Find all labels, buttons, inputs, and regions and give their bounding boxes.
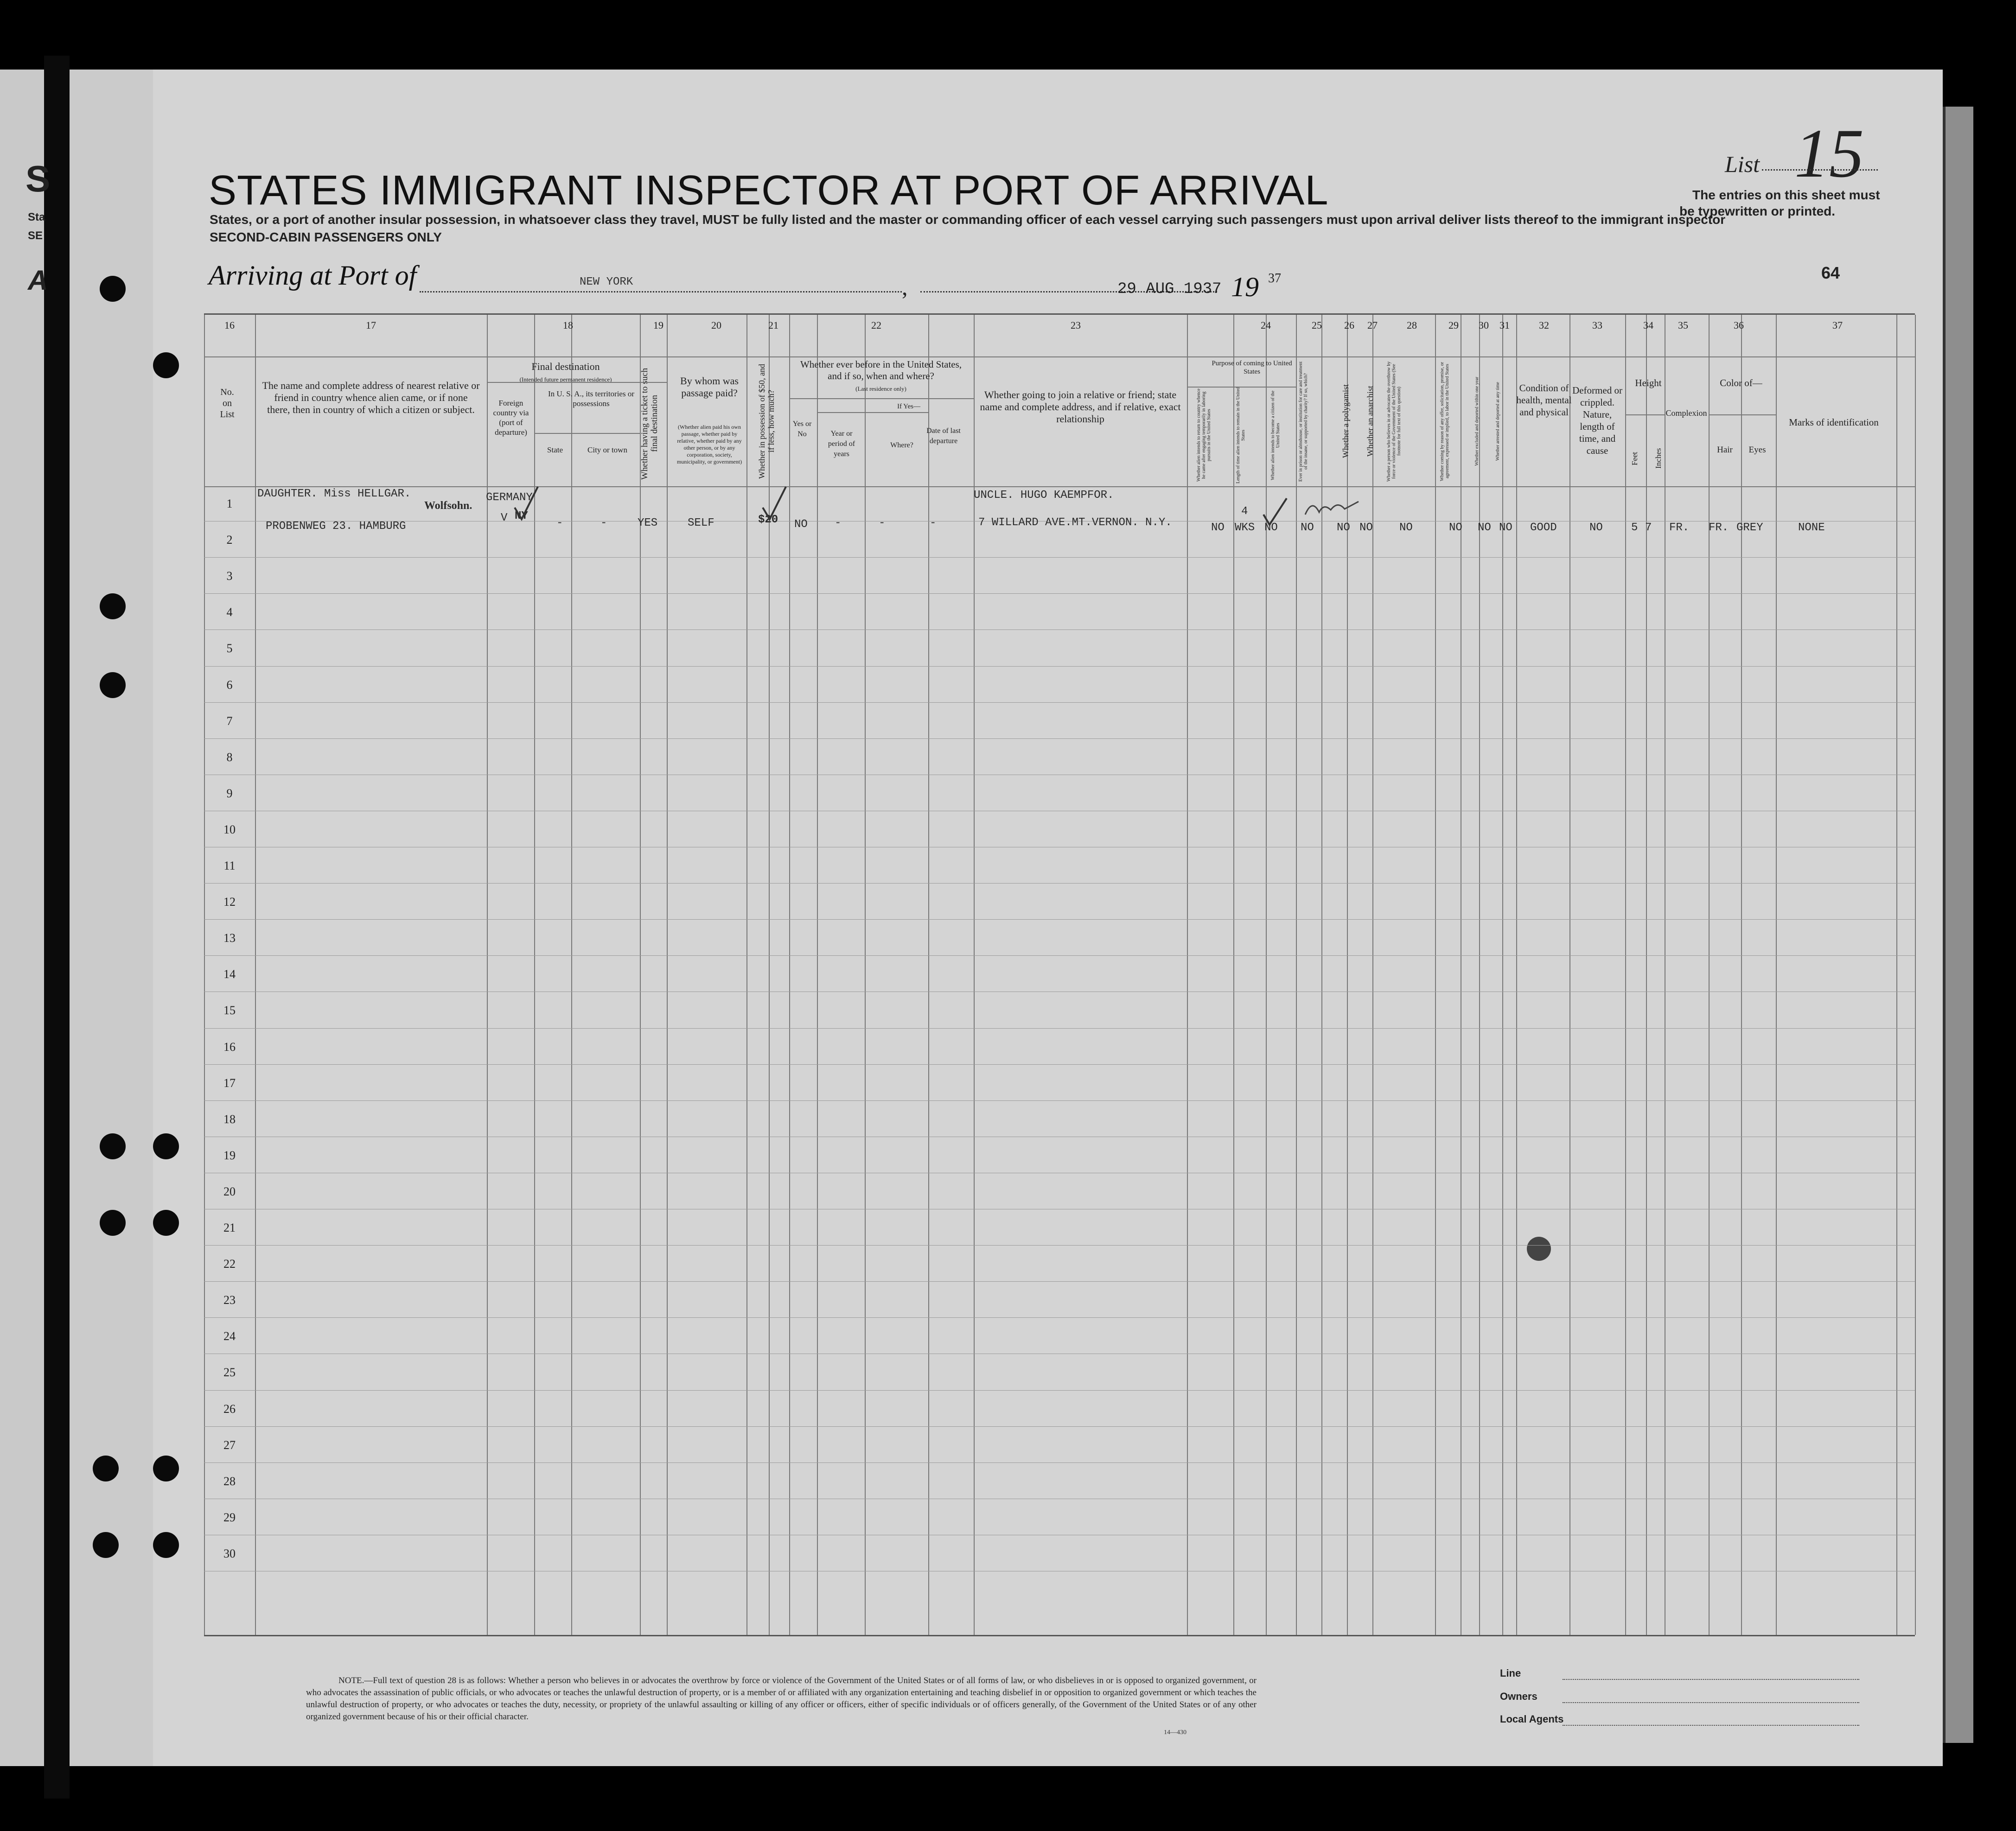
row-number: 21: [223, 1221, 236, 1234]
column-number-21: 21: [768, 319, 778, 331]
comma: ,: [902, 274, 908, 300]
header-money: Whether in possession of $50, and if less, how much?: [757, 364, 776, 479]
instruction-line-1: The entries on this sheet must: [1692, 188, 1880, 202]
header-hair: Hair: [1717, 445, 1733, 455]
entry-feet: 5: [1631, 521, 1638, 534]
sub-header-line: [487, 382, 667, 383]
header-in-usa: In U. S. A., its territories or possessions: [548, 389, 635, 408]
entry-paid-by: SELF: [688, 517, 715, 529]
sub-header-line: [1709, 414, 1776, 415]
header-final-destination-sub: (Intended future permanent residence): [519, 376, 612, 383]
check-mark-icon: [512, 484, 540, 521]
entry-where: -: [879, 517, 886, 529]
table-row: [204, 1317, 1915, 1318]
entry-length-unit: WKS: [1235, 521, 1255, 534]
entry-q30: NO: [1478, 521, 1491, 534]
header-ever-before-sub: (Last residence only): [855, 385, 906, 392]
entry-eyes: GREY: [1736, 521, 1763, 534]
column-number-17: 17: [366, 319, 376, 331]
entry-country: GERMANY: [486, 491, 533, 504]
list-label: List: [1725, 151, 1760, 177]
header-feet: Feet: [1630, 451, 1639, 465]
row-number: 6: [226, 678, 233, 692]
header-purpose-length: Length of time alien intends to remain in the United States: [1236, 387, 1246, 484]
binder-hole: [153, 1210, 179, 1236]
header-q28: Whether a person who believes in or advocates the overthrow by force or violence of the Government of the United States (See footnote for full text of this question): [1386, 361, 1402, 482]
row-number: 19: [223, 1148, 236, 1162]
column-number-33: 33: [1592, 319, 1602, 331]
row-number: 3: [226, 569, 233, 583]
column-number-25: 25: [1312, 319, 1322, 331]
header-yes-no: Yes or No: [792, 420, 812, 438]
local-agents-label: Local Agents: [1500, 1713, 1564, 1725]
sub-header-line: [789, 398, 974, 399]
column-number-37: 37: [1832, 319, 1843, 331]
table-row: [204, 919, 1915, 920]
owners-label: Owners: [1500, 1691, 1538, 1702]
column-number-32: 32: [1539, 319, 1549, 331]
left-page-fragment-large: S: [26, 158, 51, 199]
header-joining: Whether going to join a relative or friend; state name and complete address, and if relative, exact relationship: [980, 389, 1181, 425]
header-where: Where?: [890, 441, 913, 449]
entry-temp: NO: [1211, 521, 1225, 534]
left-margin-strip: [70, 70, 153, 1766]
binder-hole: [100, 672, 126, 698]
passenger-class: SECOND-CABIN PASSENGERS ONLY: [210, 230, 442, 244]
header-purpose-citizen: Whether alien intends to become a citizen of the United States: [1270, 390, 1281, 480]
binder-hole: [153, 1532, 179, 1558]
header-purpose: Purpose of coming to United States: [1212, 360, 1292, 375]
header-no-on-list: No. on List: [220, 387, 235, 420]
entry-q28: NO: [1399, 521, 1413, 534]
arriving-label: Arriving at Port of: [209, 260, 417, 291]
right-page-edge: [1943, 107, 1973, 1743]
table-row: [204, 955, 1915, 956]
table-row: [204, 593, 1915, 594]
row-number: 4: [226, 605, 233, 619]
header-prison: Ever in prison or almshouse, or institution for care and treatment of the insane, or supported by charity? If so, which?: [1298, 361, 1308, 482]
local-agents-underline: [1563, 1725, 1859, 1726]
left-page-fragment-small: Sta: [28, 211, 45, 223]
entry-city: -: [556, 517, 563, 529]
left-page-fragment: [0, 70, 44, 1766]
table-row: [204, 629, 1915, 630]
column-number-22: 22: [871, 319, 881, 331]
header-ticket: Whether having a ticket to such final destination: [640, 368, 659, 480]
row-number: 18: [223, 1112, 236, 1126]
header-q31: Whether arrested and deported at any time: [1495, 382, 1500, 461]
header-q30: Whether excluded and deported within one year: [1474, 376, 1480, 466]
sub-header-line: [817, 412, 928, 413]
row-number: 29: [223, 1510, 236, 1524]
table-row: [204, 1426, 1915, 1427]
table-row: [204, 702, 1915, 703]
binder-hole: [93, 1532, 119, 1558]
page-subtitle: States, or a port of another insular possession, in whatsoever class they travel, MUST be fully listed and the master or commanding officer of each vessel carrying such passengers must upon arrival deliver lists thereof to the immigrant inspector: [210, 212, 1726, 227]
line-underline: [1563, 1679, 1859, 1680]
row-number: 16: [223, 1040, 236, 1054]
table-row: [204, 883, 1915, 884]
header-ever-before: Whether ever before in the United States, and if so, when and where?: [800, 359, 962, 381]
row-number: 13: [223, 931, 236, 945]
page-title: STATES IMMIGRANT INSPECTOR AT PORT OF ARRIVAL: [209, 167, 1329, 214]
column-number-23: 23: [1071, 319, 1081, 331]
header-color-of: Color of—: [1720, 377, 1762, 388]
entry-ticket: YES: [638, 517, 658, 529]
header-nearest-relative: The name and complete address of nearest relative or friend in country whence alien came, or if none there, then in country of which a citizen or subject.: [262, 380, 480, 415]
list-number: 15: [1794, 115, 1864, 192]
header-height: Height: [1635, 377, 1662, 388]
header-inches: Inches: [1654, 448, 1663, 469]
binder-hole: [100, 1210, 126, 1236]
column-number-20: 20: [711, 319, 721, 331]
column-number-29: 29: [1448, 319, 1459, 331]
header-foreign-country: Foreign country via (port of departure): [493, 399, 529, 437]
column-number-27: 27: [1367, 319, 1378, 331]
instruction-line-2: be typewritten or printed.: [1679, 204, 1836, 218]
row-number: 20: [223, 1184, 236, 1198]
form-number: 14—430: [1164, 1729, 1187, 1736]
header-complexion: Complexion: [1665, 408, 1707, 418]
column-number-19: 19: [653, 319, 663, 331]
table-row: [204, 1028, 1915, 1029]
header-purpose-temp: Whether alien intends to return to country whence he came after engaging temporarily in laboring pursuits in the United States: [1196, 388, 1212, 482]
page-number: 64: [1821, 263, 1840, 282]
entry-relative-line-2: PROBENWEG 23. HAMBURG: [266, 520, 406, 533]
row-number: 10: [223, 822, 236, 836]
column-number-18: 18: [563, 319, 573, 331]
table-row: [204, 666, 1915, 667]
arrival-date: 29 AUG 1937: [1117, 280, 1222, 298]
header-passage-paid: By whom was passage paid?: [680, 375, 739, 399]
entry-ever-before: NO: [794, 518, 808, 531]
table-row: [204, 1462, 1915, 1463]
entry-inches: 7: [1645, 521, 1652, 534]
row-number: 26: [223, 1402, 236, 1416]
row-number: 30: [223, 1546, 236, 1560]
entry-joining-line-1: UNCLE. HUGO KAEMPFOR.: [974, 489, 1114, 502]
header-date-last: Date of last departure: [926, 427, 961, 445]
column-number-36: 36: [1734, 319, 1744, 331]
row-number: 5: [226, 642, 233, 655]
column-number-26: 26: [1344, 319, 1354, 331]
header-state: State: [547, 445, 563, 454]
table-row: [204, 738, 1915, 739]
entry-money: $20: [758, 514, 778, 526]
row-number: 2: [226, 533, 233, 547]
left-page-fragment-small: SE: [28, 229, 43, 242]
list-underline: [1762, 169, 1878, 171]
row-number: 25: [223, 1366, 236, 1380]
port-underline: [420, 291, 902, 292]
binder-hole: [100, 1133, 126, 1159]
row-number: 7: [226, 714, 233, 728]
entry-marks: NONE: [1798, 521, 1825, 534]
owners-underline: [1563, 1702, 1859, 1703]
left-page-fragment-a: A: [28, 265, 48, 296]
row-number: 27: [223, 1438, 236, 1452]
entry-state: NY: [515, 510, 528, 522]
header-year-period: Year or period of years: [828, 430, 855, 458]
header-if-yes: If Yes—: [897, 403, 920, 410]
row-number: 15: [223, 1004, 236, 1017]
binder-hole: [100, 593, 126, 619]
column-number-30: 30: [1479, 319, 1489, 331]
check-mark-icon: [1261, 496, 1289, 528]
table-row: [204, 1100, 1915, 1101]
entry-q29: NO: [1449, 521, 1462, 534]
binder-hole: [153, 1133, 179, 1159]
entry-q31: NO: [1499, 521, 1512, 534]
binder-hole: [153, 1456, 179, 1481]
header-deformed: Deformed or crippled. Nature, length of time, and cause: [1572, 385, 1622, 456]
row-number: 28: [223, 1474, 236, 1488]
arrival-port: NEW YORK: [580, 276, 633, 288]
sub-header-line: [1187, 387, 1296, 388]
header-passage-paid-sub: (Whether alien paid his own passage, whether paid by relative, whether paid by any other person, or by any corporation, society, municipality, or government): [676, 424, 742, 465]
column-number-34: 34: [1643, 319, 1653, 331]
row-number: 17: [223, 1076, 236, 1090]
sub-header-line: [1625, 414, 1665, 415]
row-number: 22: [223, 1257, 236, 1271]
row-number: 8: [226, 750, 233, 764]
row-number: 9: [226, 786, 233, 800]
entry-year-period: -: [835, 517, 842, 529]
table-row: [204, 1390, 1915, 1391]
sub-header-line: [534, 433, 640, 434]
footnote: NOTE.—Full text of question 28 is as follows: Whether a person who believes in or advocates the overthrow by force or violence of the Government of the United States or of all forms of law, or who disbelieves in or is opposed to organized government, or who advocates the assassination of public officials, or who advocates or teaches the unlawful destruction of property, or is a member of or affiliated with any organization entertaining and teaching disbelief in or opposition to organized government or which teaches the unlawful destruction of property, or who advocates or teaches the duty, necessity, or propriety of the unlawful assaulting or killing of any officer or officers, either of specific individuals or of officers generally, of the Government of the United States or of any other organized government because of his or their official character.: [306, 1676, 1257, 1722]
entry-via: V: [501, 512, 508, 524]
table-row: [204, 1281, 1915, 1282]
entry-hair: FR.: [1709, 521, 1729, 534]
column-number-31: 31: [1499, 319, 1510, 331]
entry-date-last: -: [930, 517, 937, 529]
row-number: 1: [226, 497, 233, 510]
row-number: 12: [223, 895, 236, 909]
line-label: Line: [1500, 1667, 1521, 1679]
header-eyes: Eyes: [1748, 445, 1766, 455]
column-number-35: 35: [1678, 319, 1688, 331]
row-number: 23: [223, 1293, 236, 1307]
entry-relative-extra: Wolfsohn.: [424, 500, 472, 512]
entry-city: -: [600, 517, 607, 529]
year-suffix: 37: [1268, 271, 1281, 286]
table-row: [204, 1245, 1915, 1246]
header-polygamist: Whether a polygamist: [1341, 384, 1350, 458]
binder-hole: [100, 276, 126, 302]
header-anarchist: Whether an anarchist: [1365, 386, 1375, 457]
check-mark-icon: [760, 484, 788, 521]
handwritten-mark-icon: [1303, 496, 1363, 519]
row-number: 14: [223, 967, 236, 981]
binder-hole: [153, 352, 179, 378]
entry-relative-line-1: DAUGHTER. Miss HELLGAR.: [257, 488, 411, 500]
header-final-destination: Final destination: [531, 361, 600, 372]
row-number: 11: [223, 859, 236, 872]
entry-prison: NO: [1301, 521, 1314, 534]
header-marks: Marks of identification: [1789, 417, 1879, 428]
header-health: Condition of health, mental and physical: [1516, 382, 1572, 418]
book-spine: [44, 56, 70, 1799]
header-q29: Whether coming by reason of any offer, solicitation, promise, or agreement, expressed or implied, to labor in the United States: [1440, 362, 1450, 481]
year-prefix: 19: [1231, 272, 1259, 302]
entry-deformed: NO: [1589, 521, 1603, 534]
binder-hole: [93, 1456, 119, 1481]
entry-health: GOOD: [1530, 521, 1557, 534]
entry-length-num: 4: [1241, 505, 1248, 518]
table-row: [204, 557, 1915, 558]
column-number-28: 28: [1407, 319, 1417, 331]
entry-anarchist: NO: [1359, 521, 1373, 534]
entry-citizen: NO: [1264, 521, 1278, 534]
entry-complexion: FR.: [1669, 521, 1690, 534]
column-number-24: 24: [1261, 319, 1271, 331]
entry-polygamist: NO: [1337, 521, 1350, 534]
header-city: City or town: [587, 445, 627, 454]
column-number-16: 16: [224, 319, 235, 331]
row-number: 24: [223, 1329, 236, 1343]
entry-joining-line-2: 7 WILLARD AVE.MT.VERNON. N.Y.: [978, 516, 1172, 529]
table-row: [204, 1064, 1915, 1065]
